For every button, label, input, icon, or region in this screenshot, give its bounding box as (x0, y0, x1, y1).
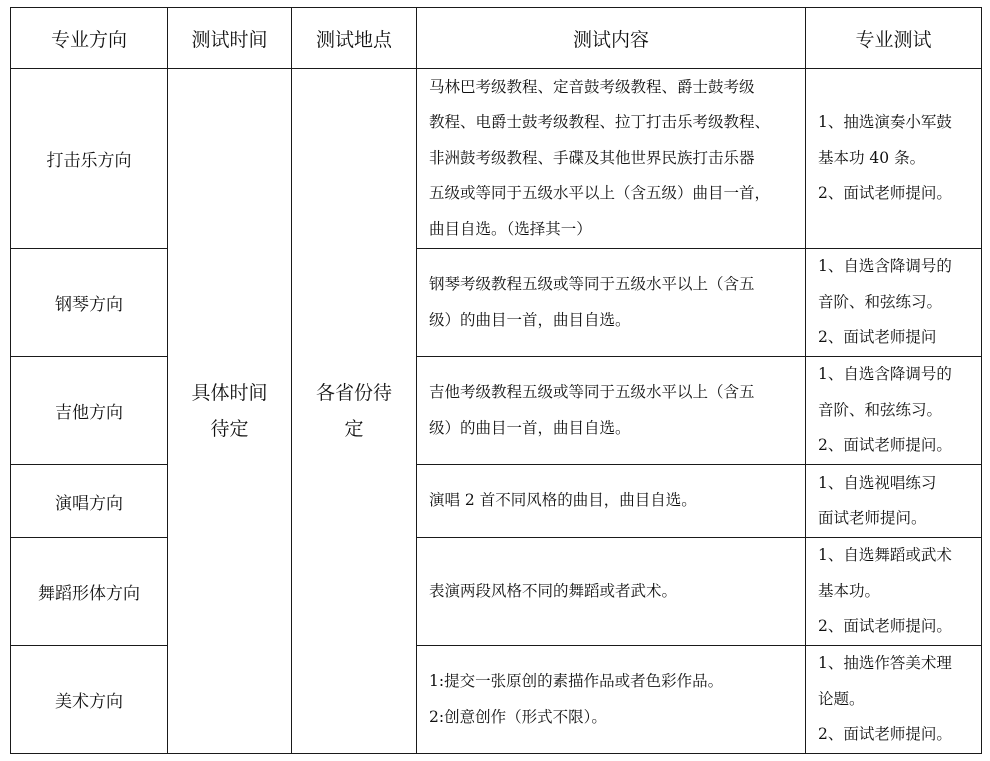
test-line: 1、自选舞蹈或武术 (818, 546, 952, 565)
exam-table (10, 7, 982, 754)
content-cell (417, 357, 806, 465)
test-cell (806, 465, 982, 538)
content-cell (417, 538, 806, 646)
content-line: 级）的曲目一首，曲目自选。 (429, 310, 631, 329)
header-time: 测试时间 (168, 8, 292, 69)
content-line: 五级或等同于五级水平以上（含五级）曲目一首， (429, 184, 771, 203)
content-line: 2:创意创作（形式不限）。 (429, 707, 607, 726)
content-line: 教程、电爵士鼓考级教程、拉丁打击乐考级教程、 (429, 113, 771, 132)
table-row (11, 357, 982, 465)
header-row (11, 8, 982, 69)
content-line: 演唱 2 首不同风格的曲目，曲目自选。 (429, 491, 697, 510)
test-line: 1、抽选作答美术理 (818, 654, 952, 673)
test-line: 面试老师提问。 (818, 509, 927, 527)
test-cell (806, 357, 982, 465)
test-cell (806, 538, 982, 646)
test-line: 音阶、和弦练习。 (818, 400, 943, 419)
content-cell (417, 465, 806, 538)
test-line: 1、自选视唱练习 (818, 473, 937, 492)
test-line: 基本功。 (818, 581, 881, 600)
test-line: 音阶、和弦练习。 (818, 292, 943, 311)
content-line: 1:提交一张原创的素描作品或者色彩作品。 (429, 672, 724, 690)
place-cell: 各省份待定 (292, 69, 417, 754)
test-line: 2、面试老师提问。 (818, 184, 952, 203)
test-line: 2、面试老师提问。 (818, 436, 952, 455)
major-cell: 吉他方向 (11, 357, 168, 465)
content-line: 马林巴考级教程、定音鼓考级教程、爵士鼓考级 (429, 77, 755, 96)
content-cell (417, 646, 806, 754)
table-row (11, 538, 982, 646)
major-cell: 打击乐方向 (11, 69, 168, 249)
test-cell (806, 249, 982, 357)
test-line: 1、抽选演奏小军鼓 (818, 113, 952, 132)
table-row (11, 249, 982, 357)
test-line: 1、自选含降调号的 (818, 365, 952, 384)
table-row (11, 465, 982, 538)
content-line: 曲目自选。（选择其一） (429, 219, 592, 238)
test-line: 基本功 40 条。 (818, 148, 926, 167)
major-cell: 演唱方向 (11, 465, 168, 538)
header-major: 专业方向 (11, 8, 168, 69)
content-line: 级）的曲目一首，曲目自选。 (429, 418, 631, 437)
major-cell: 钢琴方向 (11, 249, 168, 357)
test-line: 2、面试老师提问。 (818, 725, 952, 744)
major-cell: 美术方向 (11, 646, 168, 754)
table-row (11, 69, 982, 249)
header-place: 测试地点 (292, 8, 417, 69)
content-line: 钢琴考级教程五级或等同于五级水平以上（含五 (429, 275, 755, 293)
content-cell (417, 249, 806, 357)
header-content: 测试内容 (417, 8, 806, 69)
time-cell: 具体时间待定 (168, 69, 292, 754)
test-cell (806, 69, 982, 249)
test-line: 论题。 (818, 689, 865, 708)
test-line: 2、面试老师提问 (818, 328, 937, 347)
content-line: 吉他考级教程五级或等同于五级水平以上（含五 (429, 383, 755, 401)
table-row (11, 646, 982, 754)
header-test: 专业测试 (806, 8, 982, 69)
content-line: 表演两段风格不同的舞蹈或者武术。 (429, 581, 678, 600)
test-cell (806, 646, 982, 754)
test-line: 2、面试老师提问。 (818, 617, 952, 636)
test-line: 1、自选含降调号的 (818, 257, 952, 276)
major-cell: 舞蹈形体方向 (11, 538, 168, 646)
content-line: 非洲鼓考级教程、手碟及其他世界民族打击乐器 (429, 148, 755, 167)
content-cell (417, 69, 806, 249)
